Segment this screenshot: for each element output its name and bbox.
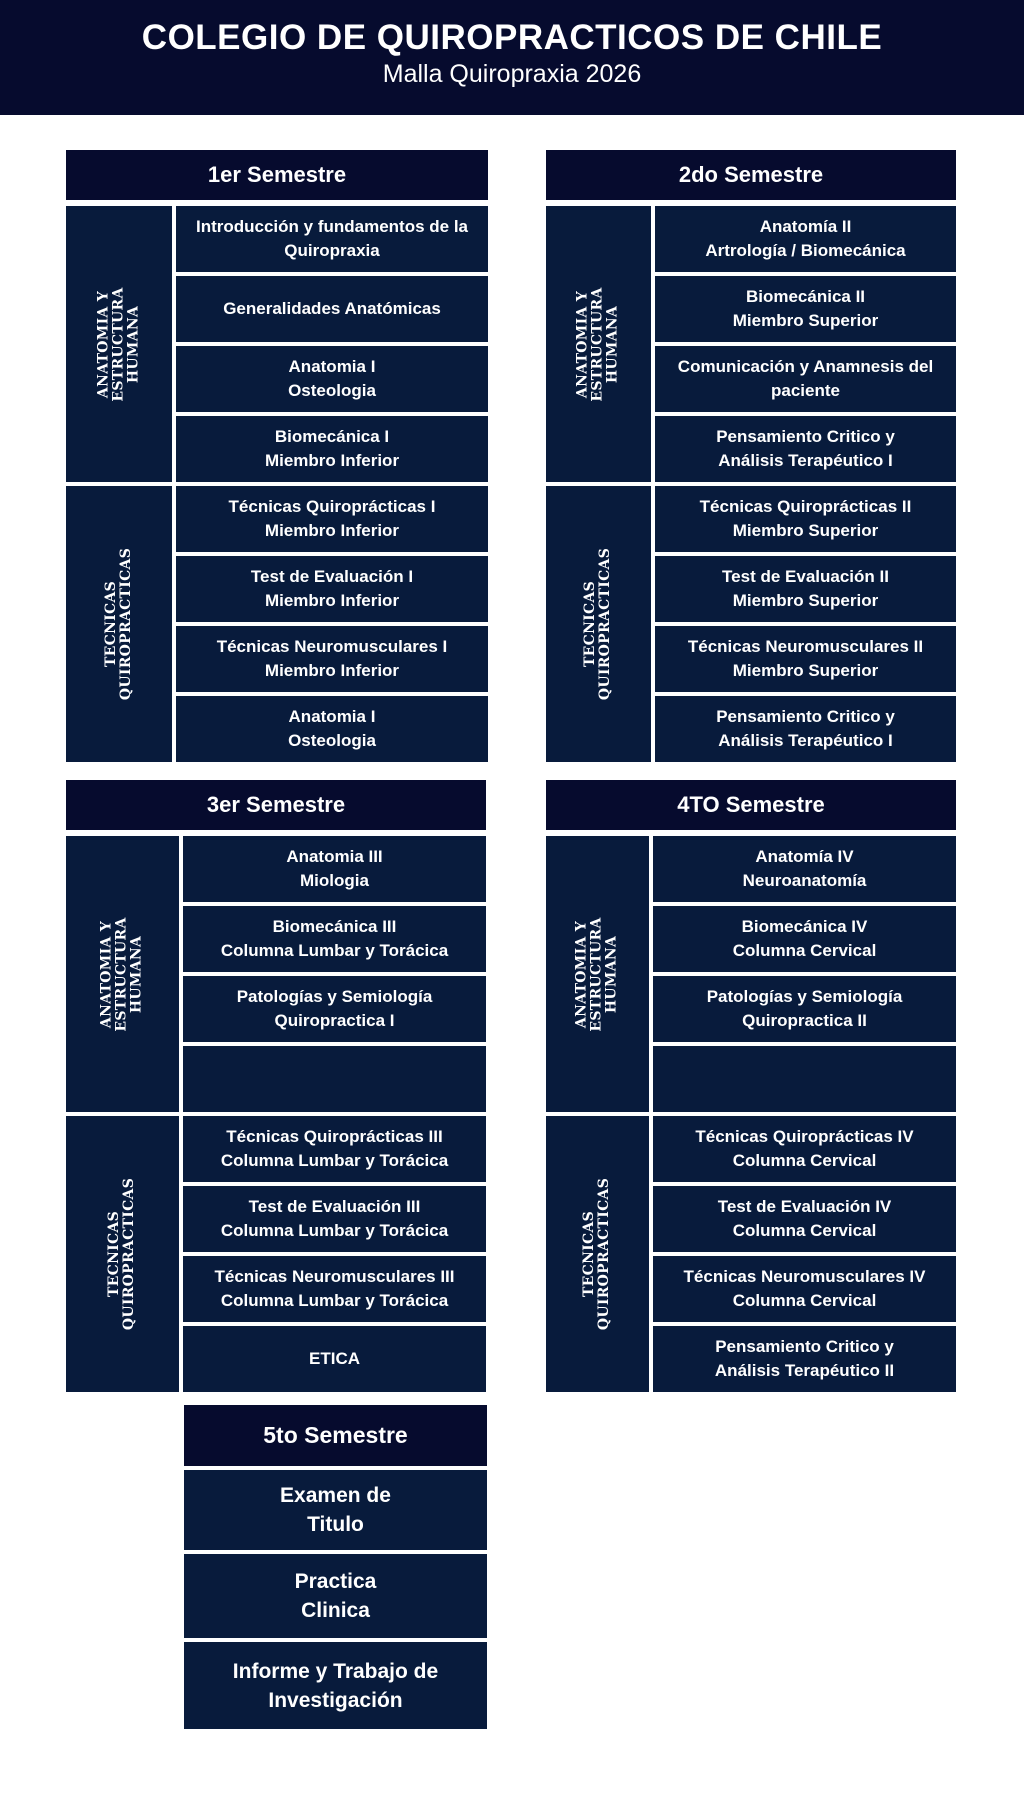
- semester-header: 3er Semestre: [66, 780, 486, 830]
- semester-5-course: Practica Clinica: [184, 1554, 487, 1638]
- course-cell: Biomecánica IV Columna Cervical: [653, 906, 956, 972]
- course-cell: Técnicas Quiroprácticas I Miembro Inferior: [176, 486, 488, 552]
- course-cell: [653, 1046, 956, 1112]
- semester-header: 1er Semestre: [66, 150, 488, 200]
- course-cell: Test de Evaluación IV Columna Cervical: [653, 1186, 956, 1252]
- course-cell: Biomecánica II Miembro Superior: [655, 276, 956, 342]
- course-cell: Pensamiento Critico y Análisis Terapéutico I: [655, 416, 956, 482]
- course-cell: Pensamiento Critico y Análisis Terapéutico I: [655, 696, 956, 762]
- semester-5-header: 5to Semestre: [184, 1405, 487, 1466]
- course-cell: Test de Evaluación II Miembro Superior: [655, 556, 956, 622]
- category-label: TECNICAS QUIROPRACTICAS: [106, 1177, 138, 1331]
- course-cell: Técnicas Quiroprácticas IV Columna Cervical: [653, 1116, 956, 1182]
- category-label: ANATOMIA Y ESTRUCTURA HUMANA: [574, 916, 620, 1032]
- category-tecnicas: [546, 1116, 649, 1392]
- course-cell: Anatomía II Artrología / Biomecánica: [655, 206, 956, 272]
- course-cell: Test de Evaluación I Miembro Inferior: [176, 556, 488, 622]
- page-subtitle: Malla Quiropraxia 2026: [382, 60, 642, 88]
- course-cell: Anatomia I Osteologia: [176, 696, 488, 762]
- semester-header: 2do Semestre: [546, 150, 956, 200]
- course-cell: Técnicas Neuromusculares I Miembro Inferior: [176, 626, 488, 692]
- semester-5-course: Informe y Trabajo de Investigación: [184, 1642, 487, 1729]
- course-cell: Introducción y fundamentos de la Quiropraxia: [176, 206, 488, 272]
- semester-block: [66, 780, 486, 1396]
- category-label: ANATOMIA Y ESTRUCTURA HUMANA: [99, 916, 145, 1032]
- category-label: TECNICAS QUIROPRACTICAS: [103, 547, 135, 701]
- course-cell: Generalidades Anatómicas: [176, 276, 488, 342]
- course-cell: Técnicas Neuromusculares IV Columna Cervical: [653, 1256, 956, 1322]
- course-cell: Comunicación y Anamnesis del paciente: [655, 346, 956, 412]
- semester-block: [66, 150, 488, 766]
- category-tecnicas: [66, 486, 172, 762]
- category-anatomia: [66, 836, 179, 1112]
- course-cell: Biomecánica III Columna Lumbar y Torácica: [183, 906, 486, 972]
- course-cell: Anatomia III Miologia: [183, 836, 486, 902]
- category-label: ANATOMIA Y ESTRUCTURA HUMANA: [575, 286, 621, 402]
- category-label: TECNICAS QUIROPRACTICAS: [582, 547, 614, 701]
- semester-header: 4TO Semestre: [546, 780, 956, 830]
- course-cell: Biomecánica I Miembro Inferior: [176, 416, 488, 482]
- semester-5-course: Examen de Titulo: [184, 1470, 487, 1550]
- course-cell: Anatomia I Osteologia: [176, 346, 488, 412]
- category-anatomia: [66, 206, 172, 482]
- course-cell: Técnicas Quiroprácticas III Columna Lumbar y Torácica: [183, 1116, 486, 1182]
- category-label: ANATOMIA Y ESTRUCTURA HUMANA: [95, 286, 142, 402]
- semester-block: [546, 780, 956, 1396]
- course-cell: [183, 1046, 486, 1112]
- category-label: TECNICAS QUIROPRACTICAS: [581, 1177, 613, 1331]
- course-cell: Técnicas Quiroprácticas II Miembro Superior: [655, 486, 956, 552]
- course-cell: Test de Evaluación III Columna Lumbar y Torácica: [183, 1186, 486, 1252]
- course-cell: Patologías y Semiología Quiropractica I: [183, 976, 486, 1042]
- category-tecnicas: [66, 1116, 179, 1392]
- category-anatomia: [546, 206, 651, 482]
- course-cell: ETICA: [183, 1326, 486, 1392]
- course-cell: Anatomía IV Neuroanatomía: [653, 836, 956, 902]
- category-anatomia: [546, 836, 649, 1112]
- course-cell: Patologías y Semiología Quiropractica II: [653, 976, 956, 1042]
- page-header: [0, 0, 1024, 115]
- page-title: COLEGIO DE QUIROPRACTICOS DE CHILE: [141, 18, 883, 57]
- course-cell: Técnicas Neuromusculares III Columna Lumbar y Torácica: [183, 1256, 486, 1322]
- course-cell: Pensamiento Critico y Análisis Terapéutico II: [653, 1326, 956, 1392]
- course-cell: Técnicas Neuromusculares II Miembro Superior: [655, 626, 956, 692]
- semester-block: [546, 150, 956, 766]
- category-tecnicas: [546, 486, 651, 762]
